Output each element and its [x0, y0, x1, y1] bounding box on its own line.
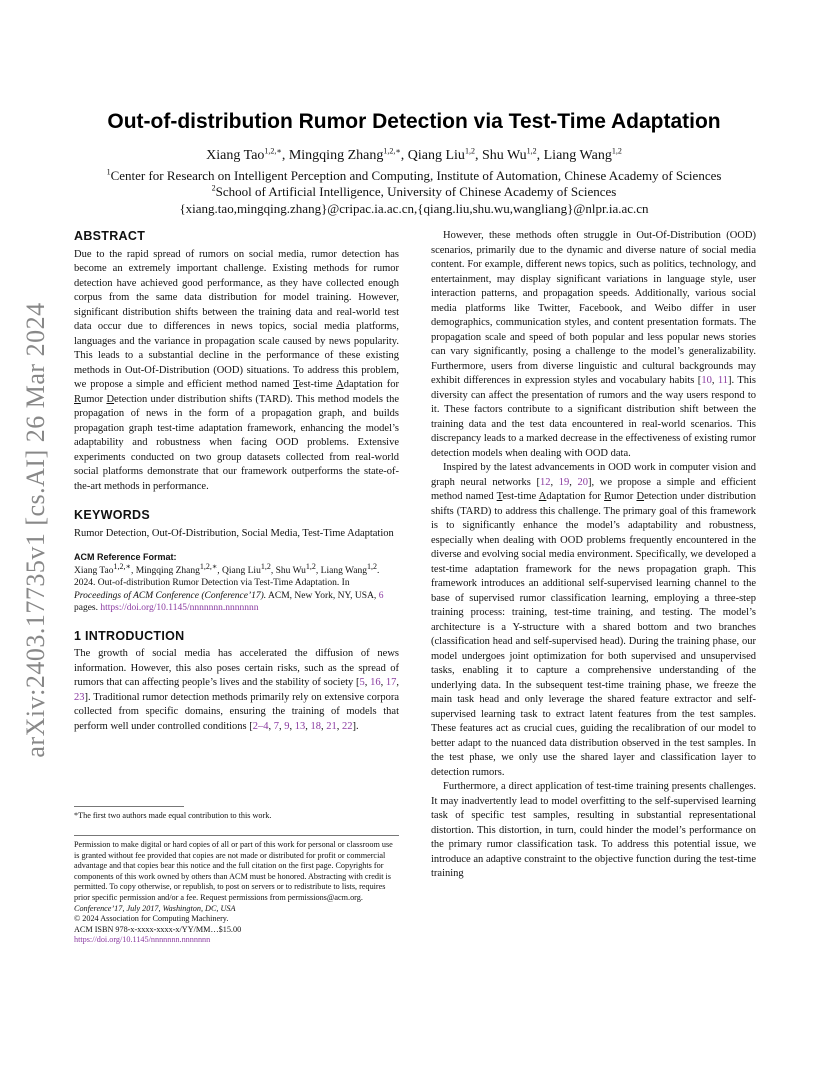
author-affiliation-mark: 1,2,∗: [383, 146, 401, 156]
affiliation-mark: 2: [211, 183, 216, 193]
author-affiliation-mark: 1,2: [464, 146, 475, 156]
arxiv-identifier: arXiv:2403.17735v1 [cs.AI] 26 Mar 2024: [21, 302, 50, 758]
keywords-heading: KEYWORDS: [74, 508, 151, 522]
arxiv-sidebar: [16, 295, 56, 765]
overfitting-paragraph: Furthermore, a direct application of test-time training presents challenges. It may inadvertently lead to model overfitting to the self-supervised learning task of specific test samples, resulting in substantial representational distortion. This distortion, in turn, could hinder the model’s performance on the primary rumor classification task. To address this potential issue, we introduce an adaptive constraint to the objective function during the test-time training: [431, 781, 756, 879]
citation-link[interactable]: 23: [74, 691, 85, 703]
acm-reference-text: Xiang Tao$^{1,2,∗}$, Mingqing Zhang$^{1,2,∗}$, Qiang Liu$^{1,2}$, Shu Wu$^{1,2}$, Liang Wang$^{1,2}$. 2024. Out-of-distribution Rumor Detection via Test-Time Adaptation. In Proceedings of ACM Conference (Conference’17). ACM, New York, NY, USA, 6 pages. https://doi.org/10.1145/nnnnnnn.nnnnnnn: [74, 561, 384, 613]
abstract-text: Due to the rapid spread of rumors on social media, rumor detection has become an extremely important challenge. Existing methods for rumor detection have achieved good performance, as they have collected enough corpus from the same data distribution for model training. However, significant distribution shifts between the training data and real-world test data occur due to differences in news topics, social media platforms, languages and the variance in propagation scale caused by news popularity. This leads to a substantial decline in the performance of these existing methods in Out-Of-Distribution (OOD) situations. To address this problem, we propose a simple and efficient method named Test-time Adaptation for Rumor Detection under distribution shifts (TARD). This method models the propagation of news in the form of a propagation graph, and builds propagation graph test-time adaptation framework, enhancing the model’s adaptability and robustness when facing OOD problems. Extensive experiments conducted on two group datasets collected from real-world social platforms demonstrate that our framework outperforms the state-of-the-art methods in performance.: [74, 248, 399, 492]
author-name: Qiang Liu: [407, 148, 465, 163]
equal-contribution-footnote: *The first two authors made equal contribution to this work.: [74, 811, 272, 820]
author-affiliation-mark: 1,2: [611, 146, 622, 156]
citation-link[interactable]: 9: [284, 720, 290, 732]
permission-notice: Permission to make digital or hard copies of all or part of this work for personal or classroom use is granted without fee provided that copies are not made or distributed for profit or commercial advantage and that copies bear this notice and the full citation on the first page. Copyrights for components of this work owned by others than ACM must be honored. Abstracting with credit is permitted. To copy otherwise, or republish, to post on servers or to redistribute to lists, requires prior specific permission and/or a fee. Request permissions from permissions@acm.org.: [74, 840, 393, 902]
ood-challenge-paragraph: However, these methods often struggle in Out-Of-Distribution (OOD) scenarios, primarily due to the dynamic and diverse nature of social media content. For example, different news topics, such as politics, technology, and entertainment, may display significant variations in language style, user interaction patterns, and propagation speeds. Additionally, various social media platforms like Twitter, Facebook, and Weibo differ in user demographics, communication styles, and content presentation formats. The propagation scale and speed of both popular and less popular news stories can vary significantly, posing a challenge to the model’s generalizability. Furthermore, users from diverse linguistic and cultural backgrounds may exhibit differences in expression styles and vocabulary habits [10, 11]. This diversity can affect the presentation of rumors and the way users respond to it. These factors contribute to a significant distribution shift between the training data and the test data encountered in real-world scenarios. This discrepancy leads to a marked decrease in the effectiveness of existing rumor detection models when dealing with OOD data.: [431, 230, 756, 459]
author-name: Shu Wu: [481, 148, 527, 163]
footnote-block: [74, 806, 399, 822]
author-name: Xiang Tao: [206, 148, 265, 163]
right-column: [431, 229, 756, 882]
citation-link[interactable]: 19: [558, 476, 570, 488]
citation-link[interactable]: 20: [577, 476, 589, 488]
citation-link[interactable]: 22: [342, 720, 353, 732]
introduction-heading: 1 INTRODUCTION: [74, 628, 185, 643]
author-emails: {xiang.tao,mingqing.zhang}@cripac.ia.ac.cn,{qiang.liu,shu.wu,wangliang}@nlpr.ia.ac.cn: [179, 201, 649, 216]
citation-link[interactable]: 21: [326, 720, 337, 732]
author-affiliation-mark: 1,2,∗: [264, 146, 282, 156]
abstract-heading: ABSTRACT: [74, 229, 146, 243]
isbn-line: ACM ISBN 978-x-xxxx-xxxx-x/YY/MM…$15.00: [74, 924, 242, 934]
affiliation-mark: 1: [106, 167, 111, 177]
acm-reference: [74, 551, 399, 615]
permission-doi-link[interactable]: https://doi.org/10.1145/nnnnnnn.nnnnnnn: [74, 935, 211, 945]
citation-link[interactable]: 2–4: [252, 720, 269, 732]
citation-link[interactable]: 5: [359, 677, 365, 688]
affiliation-text: Center for Research on Intelligent Perception and Computing, Institute of Automation, Chinese Academy of Sciences: [110, 168, 722, 183]
affiliation-1: [40, 168, 788, 184]
doi-link[interactable]: https://doi.org/10.1145/nnnnnnn.nnnnnnn: [100, 603, 259, 613]
citation-link[interactable]: 16: [370, 677, 381, 688]
conference-line: Conference’17, July 2017, Washington, DC, USA: [74, 903, 236, 913]
paper-title: Out-of-distribution Rumor Detection via Test-Time Adaptation: [107, 110, 721, 133]
citation-link[interactable]: 11: [717, 375, 728, 386]
affiliation-text: School of Artificial Intelligence, University of Chinese Academy of Sciences: [215, 184, 617, 199]
author-affiliation-mark: 1,2: [526, 146, 537, 156]
keywords-text: Rumor Detection, Out-Of-Distribution, Social Media, Test-Time Adaptation: [74, 527, 394, 539]
citation-link[interactable]: 12: [540, 476, 551, 488]
citation-link[interactable]: 10: [701, 375, 712, 386]
pages-link[interactable]: 6: [378, 590, 384, 601]
acm-reference-heading: ACM Reference Format:: [74, 552, 177, 562]
author-name: Mingqing Zhang: [288, 148, 384, 163]
method-paragraph: Inspired by the latest advancements in OOD work in computer vision and graph neural networks [12, 19, 20], we propose a simple and efficient method named Test-time Adaptation for Rumor Detection under distribution shifts (TARD) to address this challenge. The primary goal of this framework is to significantly enhance the model’s adaptability and robustness, especially when dealing with OOD problems frequently encountered in the diverse and evolving social media environment. Specifically, we developed a test-time adaptation framework for the news propagation graph. This framework introduces an additional self-supervised learning channel to the base of supervised rumor classification learning, employing a three-step training process: training, test-time training, and testing. The model’s architecture is a Y-structure with a shared bottom and two branches (classification head and self-supervised head). During the training phase, our model undergoes joint optimization for both supervised and unsupervised tasks, enabling it to capture a comprehensive understanding of the underlying data. In the subsequent test-time training phase, we freeze the main task head and only leverage the shared feature extractor and self-supervised learning task to extract latent features from the test samples. These features act as crucial cues, guiding the recalibration of our model to better adapt to the nuanced data distribution observed in the test samples. In the test phase, we only use the shared layer and classification layer to detection rumors.: [431, 462, 757, 778]
permission-block: [74, 835, 399, 946]
footnote-rule: [74, 806, 184, 807]
citation-link[interactable]: 7: [273, 720, 279, 732]
affiliation-2: [40, 184, 788, 200]
citation-link[interactable]: 18: [310, 720, 321, 732]
citation-link[interactable]: 13: [294, 720, 306, 732]
author-list: Xiang Tao$^{1,2,∗}$, Mingqing Zhang$^{1,2,∗}$, Qiang Liu$^{1,2}$, Shu Wu$^{1,2}$, Liang Wang$^{1,2}$: [206, 146, 622, 163]
permission-rule: [74, 835, 399, 836]
left-column: [74, 229, 399, 734]
intro-paragraph: The growth of social media has accelerated the diffusion of news information. However, this also poses certain risks, such as the spread of rumors that can affecting people’s lives and the stability of society [5, 16, 17, 23]. Traditional rumor detection methods primarily rely on extensive corpora collected from specific domains, ensuring the training of models that perform well under controlled conditions [2–4, 7, 9, 13, 18, 21, 22].: [74, 648, 400, 732]
copyright-line: © 2024 Association for Computing Machinery.: [74, 914, 229, 924]
citation-link[interactable]: 17: [385, 677, 397, 688]
author-name: Liang Wang: [543, 148, 612, 163]
